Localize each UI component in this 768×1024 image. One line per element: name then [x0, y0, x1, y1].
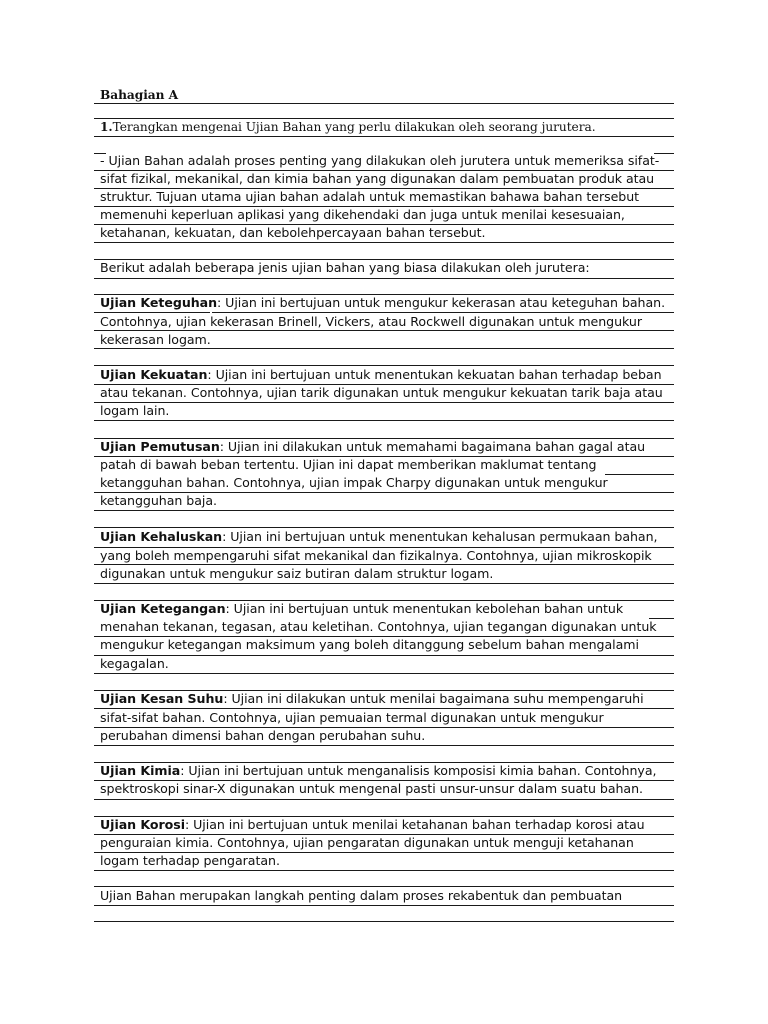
rule-line [94, 583, 674, 584]
test-description: : Ujian ini dilakukan untuk memahami bagaimana bahan gagal atau [219, 439, 646, 454]
test-item-line: atau tekanan. Contohnya, ujian tarik digunakan untuk mengukur kekuatan tarik baja atau [100, 385, 663, 400]
question-number: 1. [100, 120, 113, 134]
section-title: Bahagian A [100, 88, 179, 102]
rule-line [94, 103, 674, 104]
test-item-line: kegagalan. [100, 656, 169, 671]
test-item-line [100, 368, 662, 382]
test-description: : Ujian ini bertujuan untuk menentukan kebolehan bahan untuk [225, 601, 624, 616]
rule-line [94, 527, 674, 528]
test-item-line: perubahan dimensi bahan dengan perubahan suhu. [100, 728, 426, 743]
rule-line [94, 278, 674, 279]
test-item-line: penguraian kimia. Contohnya, ujian pengaratan digunakan untuk menguji ketahanan [100, 835, 634, 850]
test-description: : Ujian ini bertujuan untuk menilai ketahanan bahan terhadap korosi atau [184, 817, 645, 832]
rule-line [94, 136, 674, 137]
rule-line [94, 402, 674, 403]
rule-segment [212, 312, 674, 313]
test-term: Ujian Ketegangan [100, 601, 226, 616]
test-description: : Ujian ini bertujuan untuk mengukur kekerasan atau keteguhan bahan. [217, 295, 666, 310]
test-term: Ujian Kesan Suhu [100, 691, 224, 706]
rule-line [94, 365, 674, 366]
test-item-line: yang boleh mempengaruhi sifat mekanikal dan fizikalnya. Contohnya, ujian mikroskopik [100, 548, 652, 563]
rule-line [94, 242, 674, 243]
intro-line: sifat fizikal, mekanikal, dan kimia bahan yang digunakan dalam pembuatan produk atau [100, 171, 655, 186]
test-item-line: sifat-sifat bahan. Contohnya, ujian pemuaian termal digunakan untuk mengukur [100, 710, 604, 725]
test-item-line: patah di bawah beban tertentu. Ujian ini dapat memberikan maklumat tentang [100, 457, 597, 472]
test-item-line [100, 602, 623, 616]
test-item-line: spektroskopi sinar-X digunakan untuk mengenal pasti unsur-unsur dalam suatu bahan. [100, 781, 643, 796]
rule-line [94, 420, 674, 421]
test-description: : Ujian ini bertujuan untuk menentukan kekuatan bahan terhadap beban [207, 367, 662, 382]
rule-line [94, 799, 674, 800]
test-item-line [100, 296, 665, 310]
test-description: : Ujian ini bertujuan untuk menentukan kehalusan permukaan bahan, [222, 529, 658, 544]
test-item-line [100, 692, 644, 706]
rule-segment [94, 330, 674, 331]
test-item-line: menahan tekanan, tegasan, atau keletihan. Contohnya, ujian tegangan digunakan untuk [100, 619, 657, 634]
rule-line [94, 870, 674, 871]
test-item-line [100, 530, 657, 544]
intro-line: ketahanan, kekuatan, dan kebolehpercayaan bahan tersebut. [100, 225, 486, 240]
test-item-line [100, 764, 656, 778]
list-intro: Berikut adalah beberapa jenis ujian bahan yang biasa dilakukan oleh jurutera: [100, 260, 590, 275]
test-term: Ujian Kekuatan [100, 367, 208, 382]
test-item-line: ketangguhan bahan. Contohnya, ujian impak Charpy digunakan untuk mengukur [100, 475, 608, 490]
test-item-line: kekerasan logam. [100, 332, 211, 347]
rule-line [94, 564, 674, 565]
test-term: Ujian Kehaluskan [100, 529, 223, 544]
rule-line [94, 921, 674, 922]
test-term: Ujian Kimia [100, 763, 181, 778]
test-item-line: logam lain. [100, 403, 170, 418]
question-text: Terangkan mengenai Ujian Bahan yang perlu dilakukan oleh seorang jurutera. [112, 120, 596, 134]
test-item-line: ketangguhan baja. [100, 493, 217, 508]
rule-line [94, 745, 674, 746]
rule-line [94, 886, 674, 887]
rule-line [94, 673, 674, 674]
rule-line [94, 905, 674, 906]
intro-line: struktur. Tujuan utama ujian bahan adalah untuk memastikan bahawa bahan tersebut [100, 189, 640, 204]
test-term: Ujian Pemutusan [100, 439, 220, 454]
test-term: Ujian Keteguhan [100, 295, 218, 310]
test-description: : Ujian ini dilakukan untuk menilai bagaimana suhu mempengaruhi [223, 691, 644, 706]
rule-segment [605, 474, 674, 475]
rule-line [94, 348, 674, 349]
closing-line: Ujian Bahan merupakan langkah penting dalam proses rekabentuk dan pembuatan [100, 888, 623, 903]
rule-segment [94, 312, 210, 313]
test-item-line [100, 440, 645, 454]
intro-line: - Ujian Bahan adalah proses penting yang dilakukan oleh jurutera untuk memeriksa sifat- [100, 153, 660, 168]
rule-line [94, 655, 674, 656]
test-item-line: Contohnya, ujian kekerasan Brinell, Vickers, atau Rockwell digunakan untuk mengukur [100, 314, 642, 329]
test-item-line: logam terhadap pengaratan. [100, 853, 280, 868]
test-term: Ujian Korosi [100, 817, 185, 832]
test-item-line: digunakan untuk mengukur saiz butiran dalam struktur logam. [100, 566, 494, 581]
rule-line [94, 118, 674, 119]
test-item-line: mengukur ketegangan maksimum yang boleh ditanggung sebelum bahan mengalami [100, 637, 639, 652]
rule-line [94, 510, 674, 511]
test-item-line [100, 818, 645, 832]
test-description: : Ujian ini bertujuan untuk menganalisis komposisi kimia bahan. Contohnya, [180, 763, 657, 778]
intro-line: memenuhi keperluan aplikasi yang dikehendaki dan juga untuk menilai kesesuaian, [100, 207, 625, 222]
rule-segment [94, 708, 674, 709]
question-heading [100, 120, 596, 134]
